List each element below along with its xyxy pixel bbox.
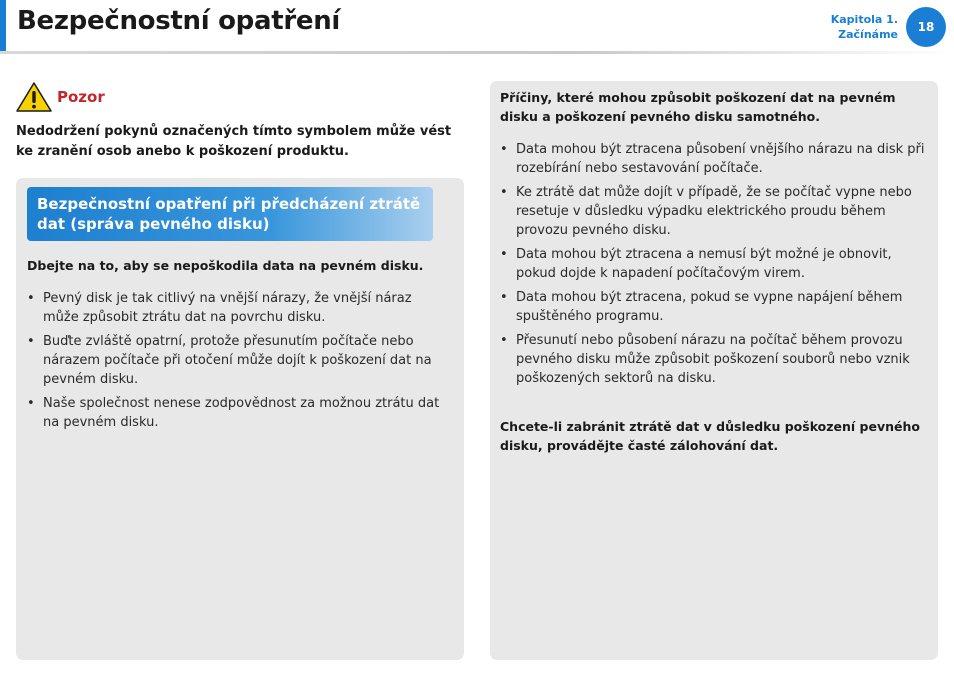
list-item: • Data mohou být ztracena působení vnějšího nárazu na disk při rozebírání nebo sestavování počítače. — [500, 140, 930, 178]
page-title: Bezpečnostní opatření — [17, 6, 341, 36]
warning-title: Pozor — [57, 88, 105, 106]
header-divider — [0, 51, 954, 54]
list-item: • Data mohou být ztracena a nemusí být možné je obnovit, pokud dojde k napadení počítačovým virem. — [500, 245, 930, 283]
left-bullet-list — [27, 289, 447, 437]
chapter-name: Začínáme — [838, 28, 898, 41]
list-item: • Buďte zvláště opatrní, protože přesunutím počítače nebo nárazem počítače při otočení může dojít k poškození dat na pevném disku. — [27, 332, 447, 389]
right-panel-closing: Chcete-li zabránit ztrátě dat v důsledku poškození pevného disku, provádějte časté zálohování dat. — [500, 419, 920, 453]
warning-triangle-icon — [16, 82, 52, 112]
list-item: • Ke ztrátě dat může dojít v případě, že se počítač vypne nebo resetuje v důsledku výpadku elektrického proudu během provozu pevného disku. — [500, 183, 930, 240]
header-accent-bar — [0, 0, 6, 52]
chapter-label — [831, 12, 898, 42]
page-number-badge: 18 — [906, 7, 946, 47]
list-item: • Data mohou být ztracena, pokud se vypne napájení během spuštěného programu. — [500, 288, 930, 326]
list-item: • Přesunutí nebo působení nárazu na počítač během provozu pevného disku může způsobit poškození souborů nebo vznik poškozených sektorů na disku. — [500, 331, 930, 388]
right-panel-lead: Příčiny, které mohou způsobit poškození dat na pevném disku a poškození pevného disku samotného. — [500, 90, 896, 124]
warning-text: Nedodržení pokynů označených tímto symbolem může vést ke zranění osob anebo k poškození produktu. — [16, 124, 452, 159]
left-panel-lead: Dbejte na to, aby se nepoškodila data na pevném disku. — [27, 258, 424, 273]
chapter-number: Kapitola 1. — [830, 13, 898, 26]
section-heading: Bezpečnostní opatření při předcházení ztrátě dat (správa pevného disku) — [27, 187, 433, 241]
list-item: • Pevný disk je tak citlivý na vnější nárazy, že vnější náraz může způsobit ztrátu dat na povrchu disku. — [27, 289, 447, 327]
right-bullet-list — [500, 140, 930, 393]
list-item: • Naše společnost nenese zodpovědnost za možnou ztrátu dat na pevném disku. — [27, 394, 447, 432]
